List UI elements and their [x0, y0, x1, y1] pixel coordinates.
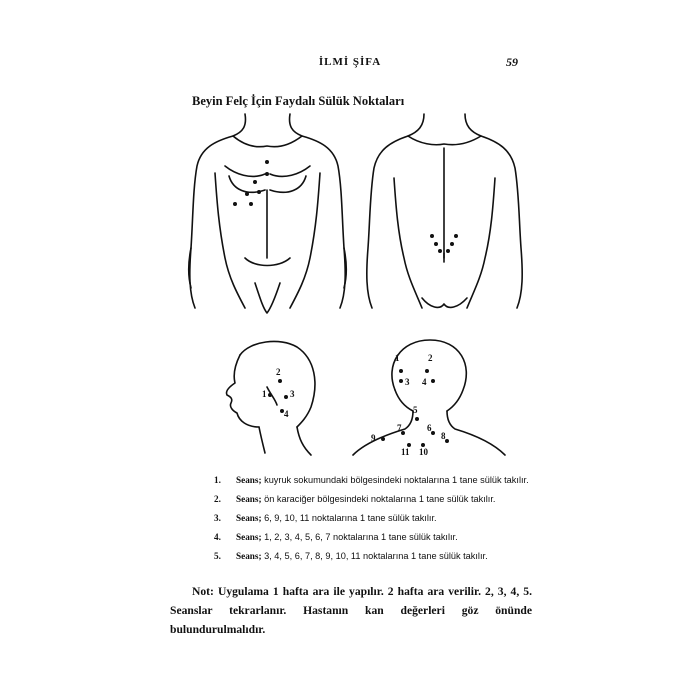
- session-label: Seans;: [236, 532, 262, 542]
- session-label: Seans;: [236, 513, 262, 523]
- front-point: [233, 202, 237, 206]
- head-back-point: [431, 379, 435, 383]
- session-text: ön karaciğer bölgesindeki noktalarına 1 tane sülük takılır.: [264, 494, 496, 504]
- head-side-points: [215, 335, 330, 460]
- session-text: 1, 2, 3, 4, 5, 6, 7 noktalarına 1 tane sülük takılır.: [264, 532, 458, 542]
- session-item: [214, 550, 532, 563]
- back-point: [434, 242, 438, 246]
- head-back-label: 6: [427, 423, 432, 433]
- head-back-point: [399, 369, 403, 373]
- session-list: [214, 474, 532, 569]
- session-label: Seans;: [236, 475, 262, 485]
- head-back-point: [445, 439, 449, 443]
- head-back-label: 10: [419, 447, 428, 457]
- head-back-label: 1: [395, 353, 400, 363]
- back-point: [430, 234, 434, 238]
- head-side-label: 3: [290, 389, 295, 399]
- head-side-point: [278, 379, 282, 383]
- head-back-point: [421, 443, 425, 447]
- back-point: [454, 234, 458, 238]
- session-number: 2.: [214, 494, 221, 504]
- head-side-point: [280, 409, 284, 413]
- session-text: 6, 9, 10, 11 noktalarına 1 tane sülük takılır.: [264, 513, 437, 523]
- head-back-label: 7: [397, 423, 402, 433]
- back-point: [438, 249, 442, 253]
- session-text: kuyruk sokumundaki bölgesindeki noktalarına 1 tane sülük takılır.: [264, 475, 529, 485]
- note-text: Uygulama 1 hafta ara ile yapılır. 2 hafta ara verilir. 2, 3, 4, 5. Seanslar tekrarlanır. Hastanın kan değerleri göz önünde bulundurulmalıdır.: [170, 585, 532, 636]
- head-back-points: [345, 335, 510, 460]
- head-back-point: [401, 431, 405, 435]
- head-back-label: 8: [441, 431, 446, 441]
- back-point: [450, 242, 454, 246]
- head-back-point: [407, 443, 411, 447]
- head-back-point: [415, 417, 419, 421]
- head-side-label: 4: [284, 409, 289, 419]
- front-point: [253, 180, 257, 184]
- session-label: Seans;: [236, 551, 262, 561]
- session-number: 1.: [214, 475, 221, 485]
- session-number: 4.: [214, 532, 221, 542]
- session-text: 3, 4, 5, 6, 7, 8, 9, 10, 11 noktalarına 1 tane sülük takılır.: [264, 551, 488, 561]
- front-torso-points: [185, 108, 350, 323]
- front-point: [245, 192, 249, 196]
- head-back-point: [399, 379, 403, 383]
- note-paragraph: [170, 582, 532, 639]
- page-number: 59: [506, 55, 518, 69]
- session-item: [214, 512, 532, 525]
- head-back-point: [431, 431, 435, 435]
- head-side-point: [268, 393, 272, 397]
- back-torso-points: [362, 108, 527, 323]
- figure-title: Beyin Felç İçin Faydalı Sülük Noktaları: [192, 94, 405, 108]
- head-back-point: [425, 369, 429, 373]
- session-number: 3.: [214, 513, 221, 523]
- head-back-label: 5: [413, 405, 418, 415]
- head-back-point: [381, 437, 385, 441]
- session-number: 5.: [214, 551, 221, 561]
- back-point: [446, 249, 450, 253]
- front-point: [265, 160, 269, 164]
- head-side-label: 1: [262, 389, 267, 399]
- head-back-label: 3: [405, 377, 410, 387]
- head-back-label: 4: [422, 377, 427, 387]
- head-side-point: [284, 395, 288, 399]
- head-back-label: 11: [401, 447, 410, 457]
- note-label: Not:: [192, 585, 214, 598]
- session-item: [214, 474, 532, 487]
- head-back-label: 2: [428, 353, 433, 363]
- front-point: [249, 202, 253, 206]
- front-point: [265, 172, 269, 176]
- head-back-label: 9: [371, 433, 376, 443]
- session-item: [214, 493, 532, 506]
- running-title: İLMİ ŞİFA: [318, 56, 382, 68]
- front-point: [257, 190, 261, 194]
- session-label: Seans;: [236, 494, 262, 504]
- session-item: [214, 531, 532, 544]
- head-side-label: 2: [276, 367, 281, 377]
